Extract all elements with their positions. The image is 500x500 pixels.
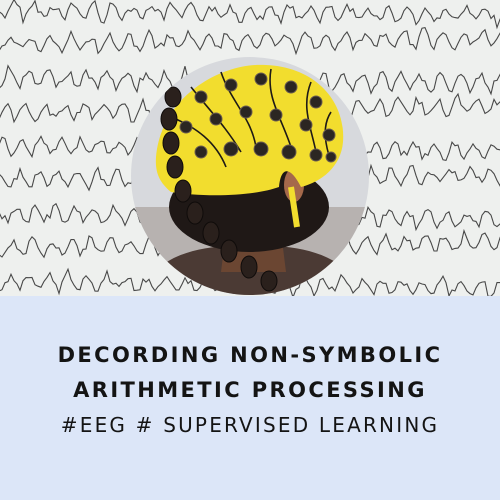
eeg-trace <box>0 0 500 27</box>
hashtags: #EEG # SUPERVISED LEARNING <box>60 413 440 437</box>
eeg-cap-photo-icon <box>131 57 369 295</box>
title-line-2: ARITHMETIC PROCESSING <box>73 378 427 402</box>
title-line-1: DECORDING NON-SYMBOLIC <box>57 343 443 367</box>
eeg-trace <box>0 28 500 54</box>
